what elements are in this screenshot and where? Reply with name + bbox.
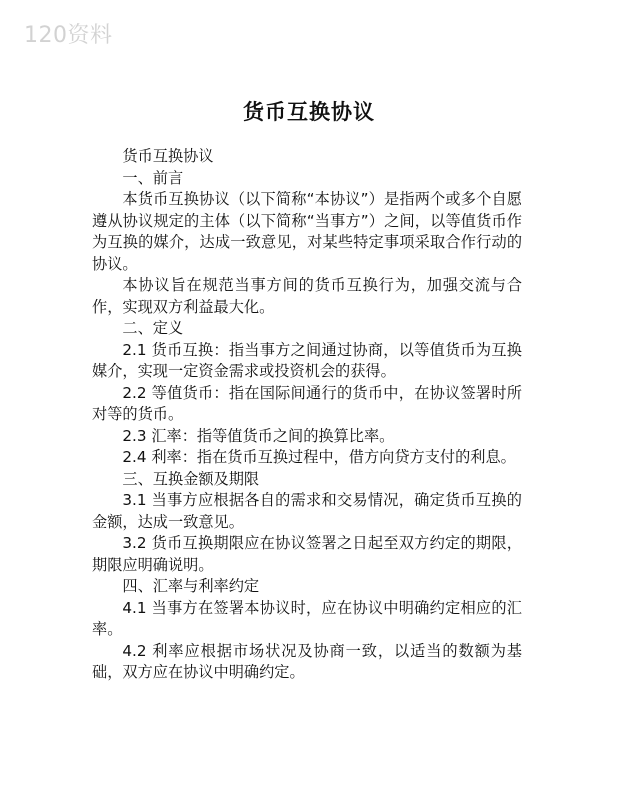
clause-2-1: 2.1 货币互换：指当事方之间通过协商，以等值货币为互换媒介，实现一定资金需求或投资机会的获得。 (92, 340, 522, 380)
section-heading-rates: 四、汇率与利率约定 (122, 577, 260, 595)
paragraph-heading: 货币互换协议 (122, 147, 214, 165)
paragraph: 本货币互换协议（以下简称“本协议”）是指两个或多个自愿遵从协议规定的主体（以下简称“当事方”）之间，以等值货币作为互换的媒介，达成一致意见，对某些特定事项采取合作行动的协议。 (92, 190, 522, 273)
watermark: 120资料 (24, 23, 113, 48)
section-heading-definitions: 二、定义 (122, 319, 184, 337)
document-body (92, 146, 522, 684)
clause-4-1: 4.1 当事方在签署本协议时，应在协议中明确约定相应的汇率。 (92, 598, 522, 638)
clause-4-2: 4.2 利率应根据市场状况及协商一致，以适当的数额为基础，双方应在协议中明确约定。 (92, 641, 522, 681)
section-heading-amount-term: 三、互换金额及期限 (122, 469, 260, 488)
clause-3-2: 3.2 货币互换期限应在协议签署之日起至双方约定的期限，期限应明确说明。 (92, 534, 522, 574)
section-heading-preface: 一、前言 (122, 168, 184, 187)
clause-3-1: 3.1 当事方应根据各自的需求和交易情况，确定货币互换的金额，达成一致意见。 (92, 491, 522, 531)
document-title: 货币互换协议 (243, 100, 375, 124)
clause-2-3: 2.3 汇率：指等值货币之间的换算比率。 (122, 426, 395, 445)
clause-2-4: 2.4 利率：指在货币互换过程中，借方向贷方支付的利息。 (122, 448, 516, 466)
clause-2-2: 2.2 等值货币：指在国际间通行的货币中，在协议签署时所对等的货币。 (92, 383, 522, 423)
paragraph: 本协议旨在规范当事方间的货币互换行为，加强交流与合作，实现双方利益最大化。 (92, 276, 522, 316)
